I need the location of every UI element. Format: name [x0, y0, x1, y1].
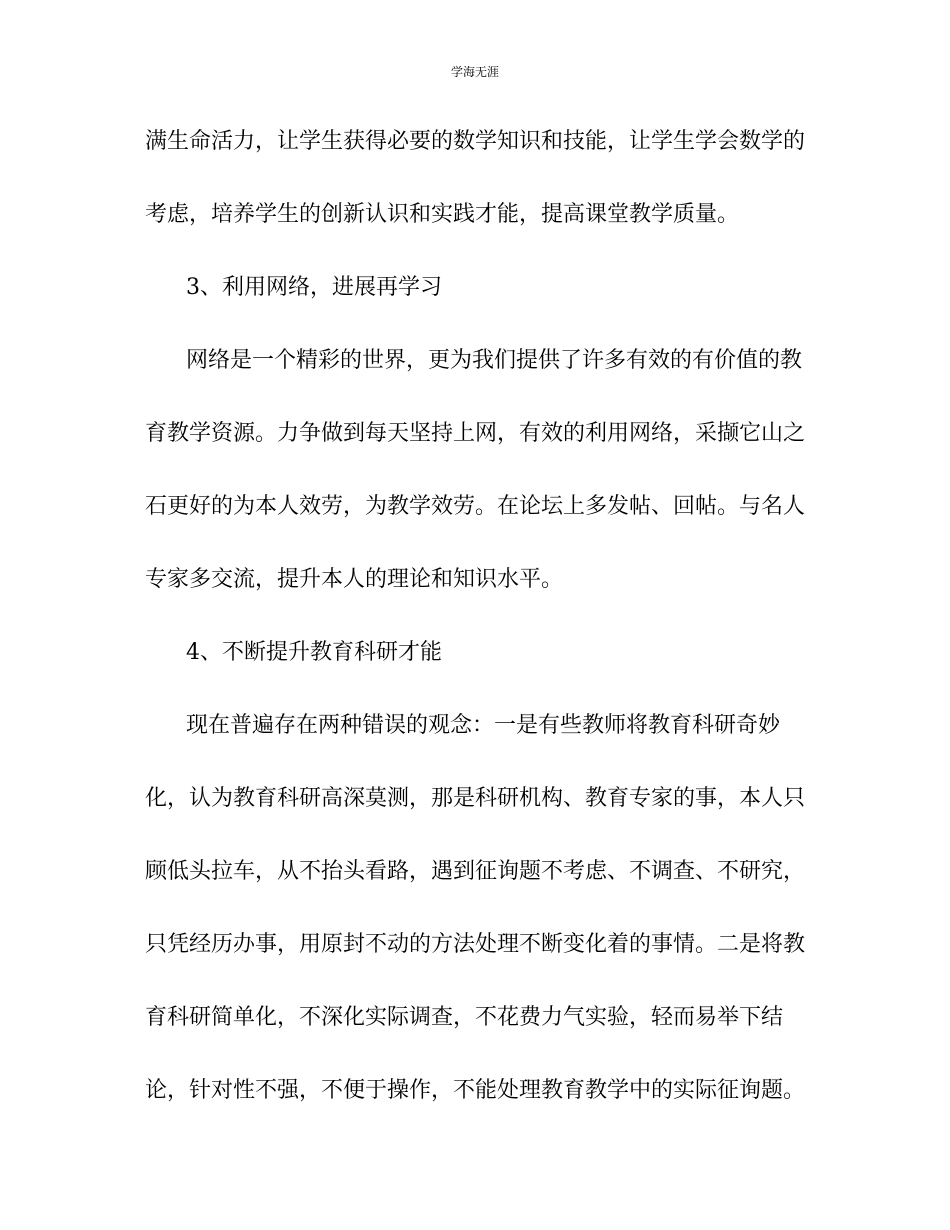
text-line: 化，认为教育科研高深莫测，那是科研机构、教育专家的事，本人只	[145, 786, 806, 811]
text-line: 顾低头拉车，从不抬头看路，遇到征询题不考虑、不调查、不研究，	[145, 859, 806, 884]
text-line: 网络是一个精彩的世界，更为我们提供了许多有效的有价值的教	[186, 348, 803, 373]
text-line: 育科研简单化，不深化实际调查，不花费力气实验，轻而易举下结	[145, 1005, 784, 1030]
text-line: 只凭经历办事，用原封不动的方法处理不断变化着的事情。二是将教	[145, 932, 806, 957]
text-line: 专家多交流，提升本人的理论和知识水平。	[145, 567, 564, 592]
text-line: 论，针对性不强，不便于操作，不能处理教育教学中的实际征询题。	[145, 1078, 806, 1103]
text-line: 育教学资源。力争做到每天坚持上网，有效的利用网络，采撷它山之	[145, 421, 806, 446]
section-heading: 3、利用网络，进展再学习	[186, 275, 442, 300]
page-header: 学海无涯	[450, 65, 499, 79]
section-heading: 4、不断提升教育科研才能	[186, 640, 442, 665]
text-line: 考虑，培养学生的创新认识和实践才能，提高课堂教学质量。	[145, 202, 740, 227]
text-line: 石更好的为本人效劳，为教学效劳。在论坛上多发帖、回帖。与名人	[145, 494, 806, 519]
text-line: 现在普遍存在两种错误的观念：一是有些教师将教育科研奇妙	[186, 713, 781, 738]
text-line: 满生命活力，让学生获得必要的数学知识和技能，让学生学会数学的	[145, 129, 806, 154]
